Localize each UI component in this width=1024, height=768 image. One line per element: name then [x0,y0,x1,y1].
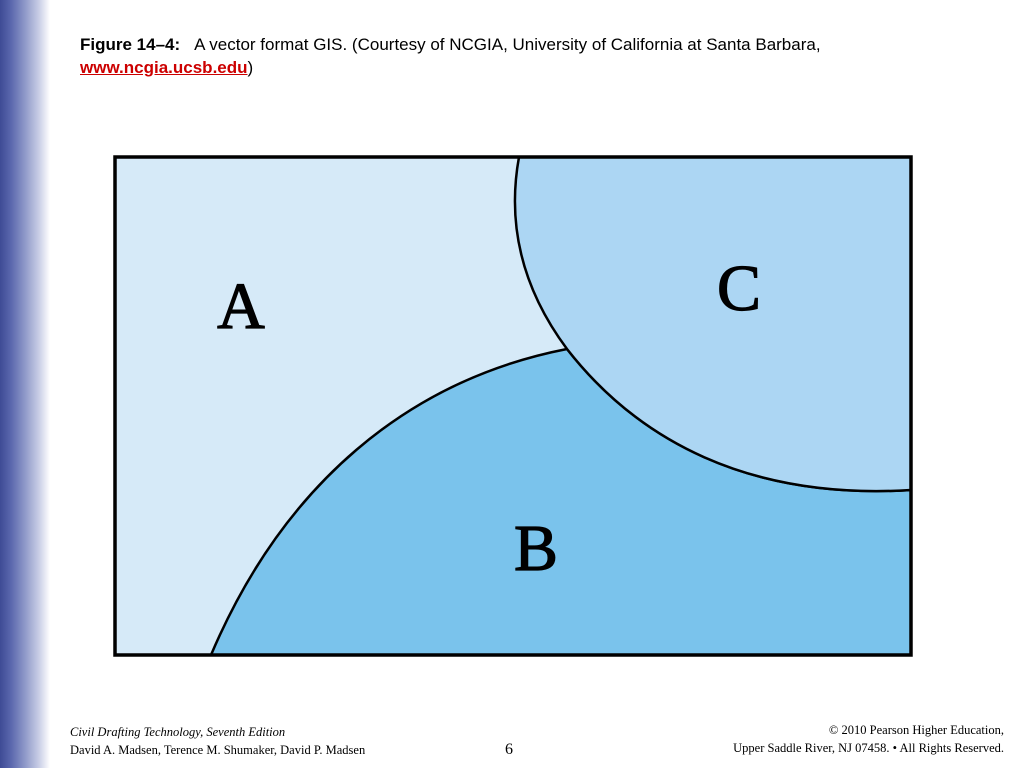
region-label-b: B [513,512,559,585]
caption-text: A vector format GIS. (Courtesy of NCGIA, University of California at Santa Barbara, [194,35,821,54]
footer-book-info [70,723,365,759]
copyright-line-1: © 2010 Pearson Higher Education, [828,723,1004,737]
page-number: 6 [505,741,513,758]
region-label-c: C [716,252,762,325]
slide-side-band [0,0,50,768]
copyright-line-2: Upper Saddle River, NJ 07458. • All Rights Reserved. [733,741,1004,755]
book-authors: David A. Madsen, Terence M. Shumaker, David P. Madsen [70,743,366,757]
vector-gis-diagram [108,150,916,662]
region-label-a: A [217,270,265,343]
book-title: Civil Drafting Technology, Seventh Edition [70,725,286,739]
footer-copyright [733,721,1004,757]
ncgia-link[interactable]: www.ncgia.ucsb.edu [80,58,248,77]
figure-caption [80,33,1000,79]
figure-label: Figure 14–4: [80,35,181,54]
caption-closing: ) [247,58,254,77]
